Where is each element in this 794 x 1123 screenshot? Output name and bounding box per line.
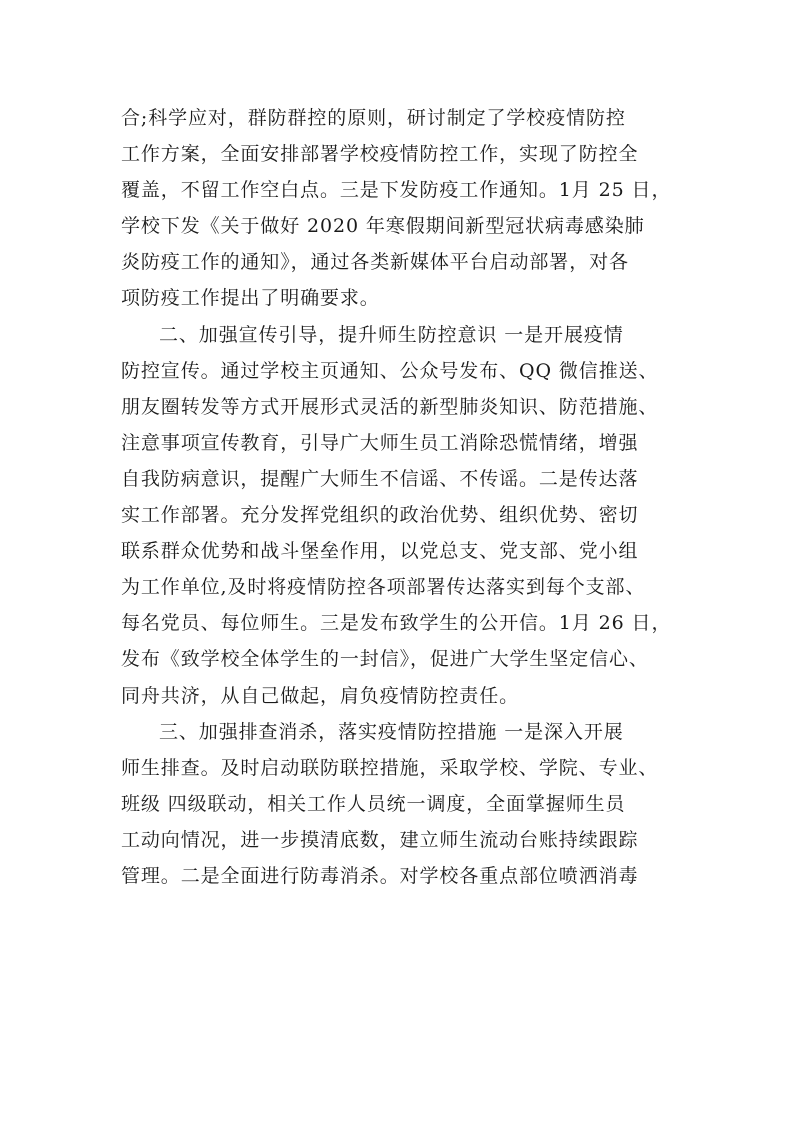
text-line: 自我防病意识，提醒广大师生不信谣、不传谣。二是传达落 — [121, 467, 639, 490]
text-line: 注意事项宣传教育，引导广大师生员工消除恐慌情绪，增强 — [121, 431, 639, 454]
text-line: 师生排查。及时启动联防联控措施，采取学校、学院、专业、 — [121, 756, 659, 779]
text-line: 管理。二是全面进行防毒消杀。对学校各重点部位喷洒消毒 — [121, 864, 639, 887]
text-line: 学校下发《关于做好 2020 年寒假期间新型冠状病毒感染肺 — [121, 215, 645, 238]
text-line: 炎防疫工作的通知》，通过各类新媒体平台启动部署，对各 — [121, 251, 629, 274]
text-line: 防控宣传。通过学校主页通知、公众号发布、QQ 微信推送、 — [121, 359, 659, 382]
text-line: 工动向情况，进一步摸清底数，建立师生流动台账持续跟踪 — [121, 828, 639, 851]
text-line: 联系群众优势和战斗堡垒作用，以党总支、党支部、党小组 — [121, 540, 639, 563]
text-line: 班级 四级联动，相关工作人员统一调度，全面掌握师生员 — [121, 792, 626, 815]
section-heading-line: 二、加强宣传引导，提升师生防控意识 一是开展疫情 — [159, 323, 624, 346]
text-line: 每名党员、每位师生。三是发布致学生的公开信。1月 26 日， — [121, 612, 672, 635]
text-line: 发布《致学校全体学生的一封信》，促进广大学生坚定信心、 — [121, 648, 649, 671]
text-line: 工作方案，全面安排部署学校疫情防控工作，实现了防控全 — [121, 143, 639, 166]
text-line: 朋友圈转发等方式开展形式灵活的新型肺炎知识、防范措施、 — [121, 395, 659, 418]
text-line: 项防疫工作提出了明确要求。 — [121, 287, 380, 310]
text-line: 实工作部署。充分发挥党组织的政治优势、组织优势、密切 — [121, 504, 639, 527]
section-heading-line: 三、加强排查消杀，落实疫情防控措施 一是深入开展 — [159, 720, 624, 743]
text-line: 合;科学应对，群防群控的原则，研讨制定了学校疫情防控 — [121, 107, 626, 129]
text-line: 覆盖，不留工作空白点。三是下发防疫工作通知。1月 25 日， — [121, 179, 672, 202]
text-line: 同舟共济，从自己做起，肩负疫情防控责任。 — [121, 684, 520, 707]
text-line: 为工作单位,及时将疫情防控各项部署传达落实到每个支部、 — [121, 576, 646, 599]
document-body — [121, 100, 686, 894]
